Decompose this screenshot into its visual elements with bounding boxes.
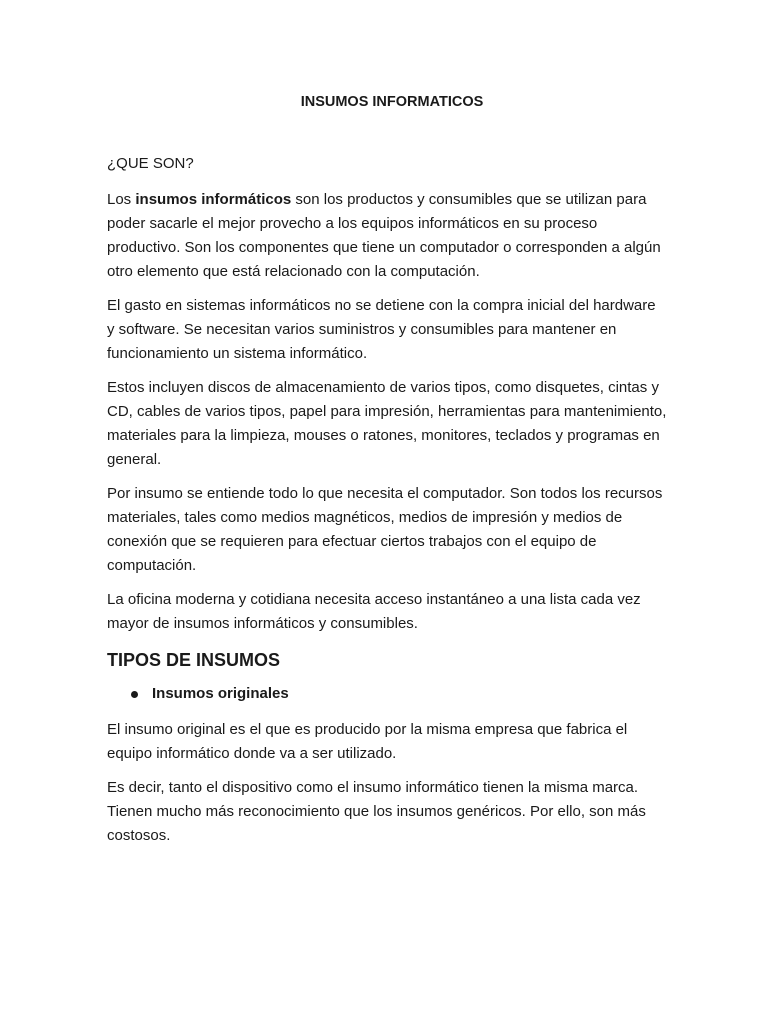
paragraph-expense: El gasto en sistemas informáticos no se detiene con la compra inicial del hardware y software. Se necesitan varios suministros y consumibles para mantener en funcionamiento un sistema informático. [107, 297, 656, 362]
paragraph-examples: Estos incluyen discos de almacenamiento de varios tipos, como disquetes, cintas y CD, cables de varios tipos, papel para impresión, herramientas para mantenimiento, materiales para la limpieza, mouses o ratones, monitores, teclados y programas en general. [107, 379, 667, 468]
paragraph-original-definition: El insumo original es el que es producido por la misma empresa que fabrica el equipo informático donde va a ser utilizado. [107, 721, 628, 762]
bold-term: insumos informáticos [135, 191, 292, 208]
paragraph-definition-pre: Los [107, 191, 136, 208]
bullet-item [107, 682, 667, 706]
bullet-label: Insumos originales [152, 685, 289, 702]
section-heading: TIPOS DE INSUMOS [107, 650, 281, 670]
question-heading: ¿QUE SON? [107, 155, 194, 172]
paragraph-office: La oficina moderna y cotidiana necesita acceso instantáneo a una lista cada vez mayor de insumos informáticos y consumibles. [107, 591, 641, 632]
bullet-icon [131, 691, 138, 698]
paragraph-definition-post: son los productos y consumibles que se utilizan para poder sacarle el mejor provecho a los equipos informáticos en su proceso productivo. Son los componentes que tiene un computador o corresponden a algún otro elemento que está relacionado con la computación. [107, 191, 661, 280]
paragraph-resources: Por insumo se entiende todo lo que necesita el computador. Son todos los recursos materiales, tales como medios magnéticos, medios de impresión y medios de conexión que se requieren para efectuar ciertos trabajos con el equipo de computación. [107, 485, 663, 574]
document-body [107, 92, 667, 858]
paragraph-definition [107, 188, 667, 284]
document-title: INSUMOS INFORMATICOS [300, 94, 484, 110]
paragraph-original-brand: Es decir, tanto el dispositivo como el insumo informático tienen la misma marca. Tienen mucho más reconocimiento que los insumos genéricos. Por ello, son más costosos. [107, 779, 646, 844]
